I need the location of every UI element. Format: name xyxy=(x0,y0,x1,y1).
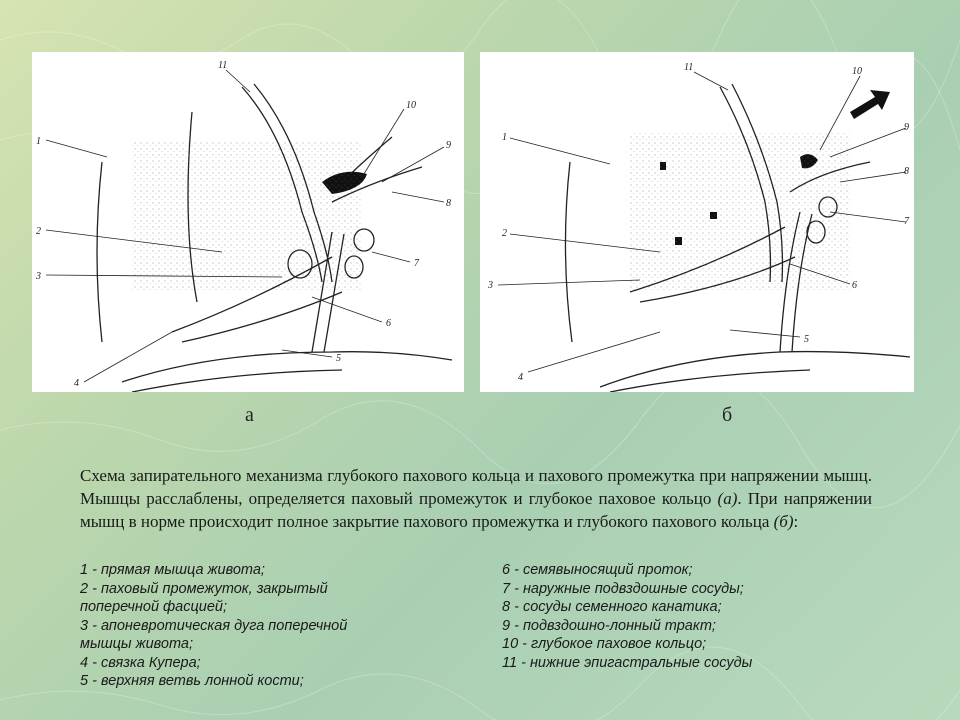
legend-left-column xyxy=(80,561,480,691)
label-9: 9 xyxy=(446,140,451,151)
caption-text-2: . При напряжении мышц в норме происходит полное закрытие пахового промежутка и глубокого пахового кольца xyxy=(80,489,873,531)
legend-item: 9 - подвздошно-лонный тракт; xyxy=(502,617,716,634)
label-8: 8 xyxy=(446,198,451,209)
label-9: 9 xyxy=(904,122,909,133)
figure-caption xyxy=(80,464,872,533)
tension-arrow-icon xyxy=(850,90,890,119)
caption-text-3: : xyxy=(793,512,799,531)
caption-ref-a: (а) xyxy=(717,489,738,508)
anatomy-diagram-relaxed xyxy=(32,52,464,392)
caption-text-1: Схема запирательного механизма глубокого пахового кольца и пахового промежутка при напряжении мышц. Мышцы расслаблены, определяется паховый промежуток и глубокое паховое кольцо xyxy=(80,466,872,508)
label-7: 7 xyxy=(414,258,419,269)
legend-item: 10 - глубокое паховое кольцо; xyxy=(502,636,707,652)
label-10: 10 xyxy=(852,66,862,77)
label-10: 10 xyxy=(406,100,416,111)
legend-item: 2 - паховый промежуток, закрытый xyxy=(80,580,328,597)
legend-item: 3 - апоневротическая дуга поперечной xyxy=(80,617,348,634)
label-7: 7 xyxy=(904,216,909,227)
label-5: 5 xyxy=(804,334,809,345)
pubic-ramus xyxy=(122,352,452,382)
label-8: 8 xyxy=(904,166,909,177)
panel-letter-b: б xyxy=(722,404,733,426)
rectus-muscle-outline xyxy=(97,162,102,342)
figure-panel-a xyxy=(32,52,464,392)
label-4: 4 xyxy=(74,378,79,389)
label-4: 4 xyxy=(518,372,523,383)
label-11: 11 xyxy=(218,60,228,71)
legend-item: 8 - сосуды семенного канатика; xyxy=(502,599,722,615)
figure-panel-b xyxy=(480,52,914,392)
label-11: 11 xyxy=(684,62,694,73)
label-5: 5 xyxy=(336,353,341,364)
legend-item: 6 - семявыносящий проток; xyxy=(502,562,693,578)
label-2: 2 xyxy=(502,228,507,239)
legend-item: 4 - связка Купера; xyxy=(80,654,201,671)
anatomy-diagram-tensed xyxy=(480,52,914,392)
label-6: 6 xyxy=(852,280,857,291)
legend-item: 1 - прямая мышца живота; xyxy=(80,562,265,578)
legend-right-column xyxy=(502,561,902,672)
label-6: 6 xyxy=(386,318,391,329)
legend-item: мышцы живота; xyxy=(80,636,193,652)
legend-item: 11 - нижние эпигастральные сосуды xyxy=(502,654,753,671)
legend-item: поперечной фасцией; xyxy=(80,599,227,615)
label-1: 1 xyxy=(502,132,507,143)
legend-item: 7 - наружные подвздошные сосуды; xyxy=(502,580,744,597)
pubic-ramus xyxy=(600,352,910,387)
label-1: 1 xyxy=(36,136,41,147)
panel-letter-a: а xyxy=(245,404,254,426)
label-2: 2 xyxy=(36,226,41,237)
label-3: 3 xyxy=(36,271,41,282)
legend-item: 5 - верхняя ветвь лонной кости; xyxy=(80,673,304,689)
label-3: 3 xyxy=(488,280,493,291)
caption-ref-b: (б) xyxy=(773,512,794,531)
